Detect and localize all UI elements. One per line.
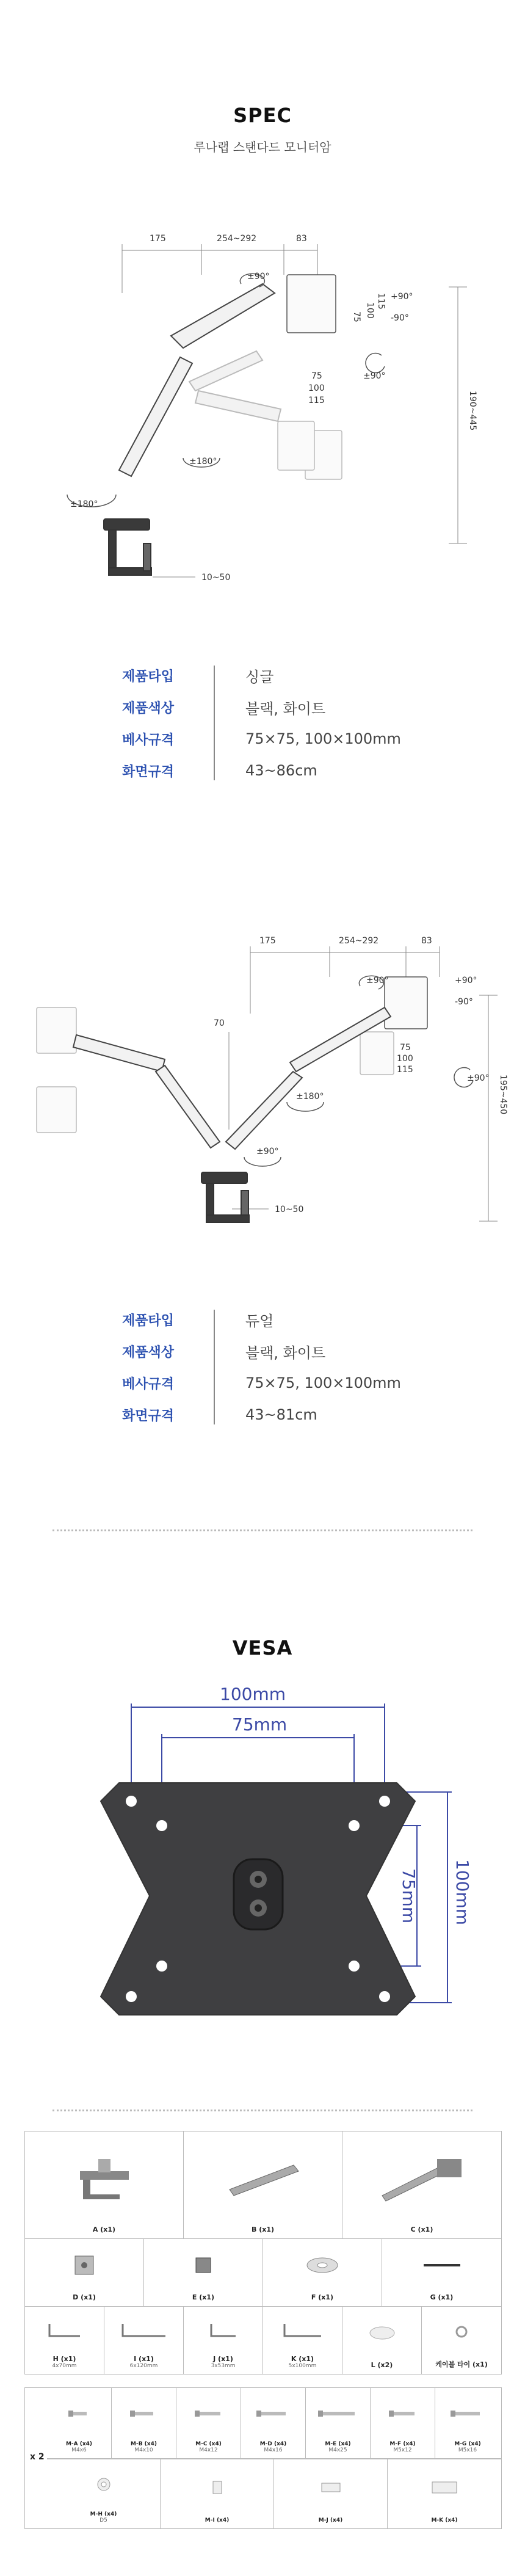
spec-row <box>122 723 440 755</box>
spec-value: 듀얼 <box>245 1312 274 1330</box>
parts-row <box>25 2132 501 2239</box>
spec-value: 43~86cm <box>245 762 317 779</box>
part-j: J (x1) 3x53mm <box>184 2307 263 2374</box>
screw-md: M-D (x4) M4x16 <box>241 2388 306 2458</box>
dim-100v: 100 <box>365 302 375 319</box>
dim-pm90b: ±90° <box>467 1073 490 1083</box>
spec-title: SPEC <box>233 104 292 127</box>
washer-mk: M-K (x4) <box>388 2459 501 2528</box>
washer-mi: M-I (x4) <box>161 2459 274 2528</box>
spec-value: 블랙, 화이트 <box>245 1344 326 1362</box>
spec-value: 75×75, 100×100mm <box>245 1374 401 1391</box>
dim-115h: 115 <box>308 396 325 405</box>
parts-row <box>25 2307 501 2374</box>
parts-table <box>24 2131 502 2375</box>
dim-p90: +90° <box>391 292 413 302</box>
section-divider <box>52 2110 472 2111</box>
dim-100h: 100 <box>308 383 325 393</box>
part-b: B (x1) <box>184 2132 342 2238</box>
dim-254: 254~292 <box>217 234 257 244</box>
vesa-diagram <box>0 1685 525 2088</box>
screw-mg: M-G (x4) M5x16 <box>435 2388 500 2458</box>
dim-pm180a: ±180° <box>189 457 217 466</box>
spec-key: 제품타입 <box>122 1313 175 1329</box>
spec-key: 제품색상 <box>122 1344 175 1360</box>
screw-mf: M-F (x4) M5x12 <box>371 2388 435 2458</box>
spec-row <box>122 1304 440 1335</box>
vesa-title: VESA <box>232 1636 293 1660</box>
spec-key: 제품색상 <box>122 700 175 716</box>
part-i: I (x1) 6x120mm <box>104 2307 184 2374</box>
multiplier-label: x 2 <box>30 2452 45 2462</box>
part-e: E (x1) <box>144 2239 263 2306</box>
part-d: D (x1) <box>25 2239 144 2306</box>
spec-divider <box>214 666 215 780</box>
spec-row <box>122 691 440 723</box>
part-g: G (x1) <box>382 2239 501 2306</box>
dim-10-50: 10~50 <box>275 1205 304 1214</box>
spec-key: 제품타입 <box>122 669 175 684</box>
spec-value: 블랙, 화이트 <box>245 700 326 717</box>
spec-key: 베사규격 <box>122 1376 175 1392</box>
parts-row <box>25 2239 501 2307</box>
dim-75: 75 <box>400 1043 411 1053</box>
dim-115: 115 <box>397 1065 413 1075</box>
dim-pm90a: ±90° <box>247 272 270 281</box>
washer-mh: M-H (x4) D5 <box>47 2459 161 2528</box>
dim-m90: -90° <box>455 997 473 1007</box>
spec-subtitle: 루나랩 스탠다드 모니터암 <box>194 140 331 154</box>
dim-10-50: 10~50 <box>201 573 231 582</box>
dual-arm-diagram <box>0 928 525 1246</box>
washer-mj: M-J (x4) <box>274 2459 388 2528</box>
spec-value: 75×75, 100×100mm <box>245 730 401 747</box>
screws-table <box>24 2387 502 2529</box>
part-k: K (x1) 5x100mm <box>263 2307 342 2374</box>
part-l: L (x2) <box>342 2307 422 2374</box>
screw-ma: M-A (x4) M4x6 <box>47 2388 112 2458</box>
dim-70: 70 <box>214 1018 225 1028</box>
dim-pm180b: ±180° <box>70 499 98 509</box>
dim-pm90c: ±90° <box>256 1147 279 1156</box>
single-arm-diagram <box>0 226 525 604</box>
dim-pm180: ±180° <box>296 1092 324 1101</box>
dim-100: 100 <box>397 1054 413 1064</box>
spec-row <box>122 1367 440 1399</box>
dim-75h: 75 <box>311 371 322 381</box>
dim-190: 190~445 <box>468 391 477 431</box>
part-cable-tie: 케이블 타이 (x1) <box>422 2307 501 2374</box>
screw-mc: M-C (x4) M4x12 <box>176 2388 241 2458</box>
dim-pm90a: ±90° <box>366 976 389 985</box>
dim-195: 195~450 <box>498 1075 508 1115</box>
vesa-100-horizontal: 100mm <box>220 1685 286 1704</box>
spec-value: 싱글 <box>245 668 274 686</box>
spec-key: 화면규격 <box>122 1408 175 1424</box>
spec-key: 화면규격 <box>122 764 175 780</box>
dim-175: 175 <box>150 234 166 244</box>
part-f: F (x1) <box>263 2239 382 2306</box>
dim-115v: 115 <box>376 293 386 310</box>
vesa-75-vertical: 75mm <box>399 1868 419 1924</box>
vesa-75-horizontal: 75mm <box>232 1714 288 1735</box>
part-h: H (x1) 4x70mm <box>25 2307 104 2374</box>
dim-pm90b: ±90° <box>363 371 386 381</box>
vesa-100-vertical: 100mm <box>452 1859 472 1925</box>
dim-83: 83 <box>296 234 307 244</box>
screw-row <box>47 2388 501 2459</box>
dim-83: 83 <box>421 936 432 946</box>
washer-row <box>47 2459 501 2528</box>
spec-row <box>122 1399 440 1431</box>
dim-m90: -90° <box>391 313 409 323</box>
part-a: A (x1) <box>25 2132 184 2238</box>
single-spec-table <box>122 659 440 786</box>
spec-row <box>122 755 440 786</box>
screw-me: M-E (x4) M4x25 <box>306 2388 371 2458</box>
spec-value: 43~81cm <box>245 1406 317 1423</box>
dim-254: 254~292 <box>339 936 379 946</box>
spec-key: 베사규격 <box>122 732 175 748</box>
screw-mb: M-B (x4) M4x10 <box>112 2388 176 2458</box>
dual-spec-table <box>122 1304 440 1431</box>
spec-row <box>122 1335 440 1367</box>
spec-divider <box>214 1310 215 1424</box>
dim-p90: +90° <box>455 976 477 985</box>
section-divider <box>52 1529 472 1531</box>
dim-75v: 75 <box>352 311 361 322</box>
part-c: C (x1) <box>342 2132 501 2238</box>
spec-row <box>122 659 440 691</box>
dim-175: 175 <box>259 936 276 946</box>
